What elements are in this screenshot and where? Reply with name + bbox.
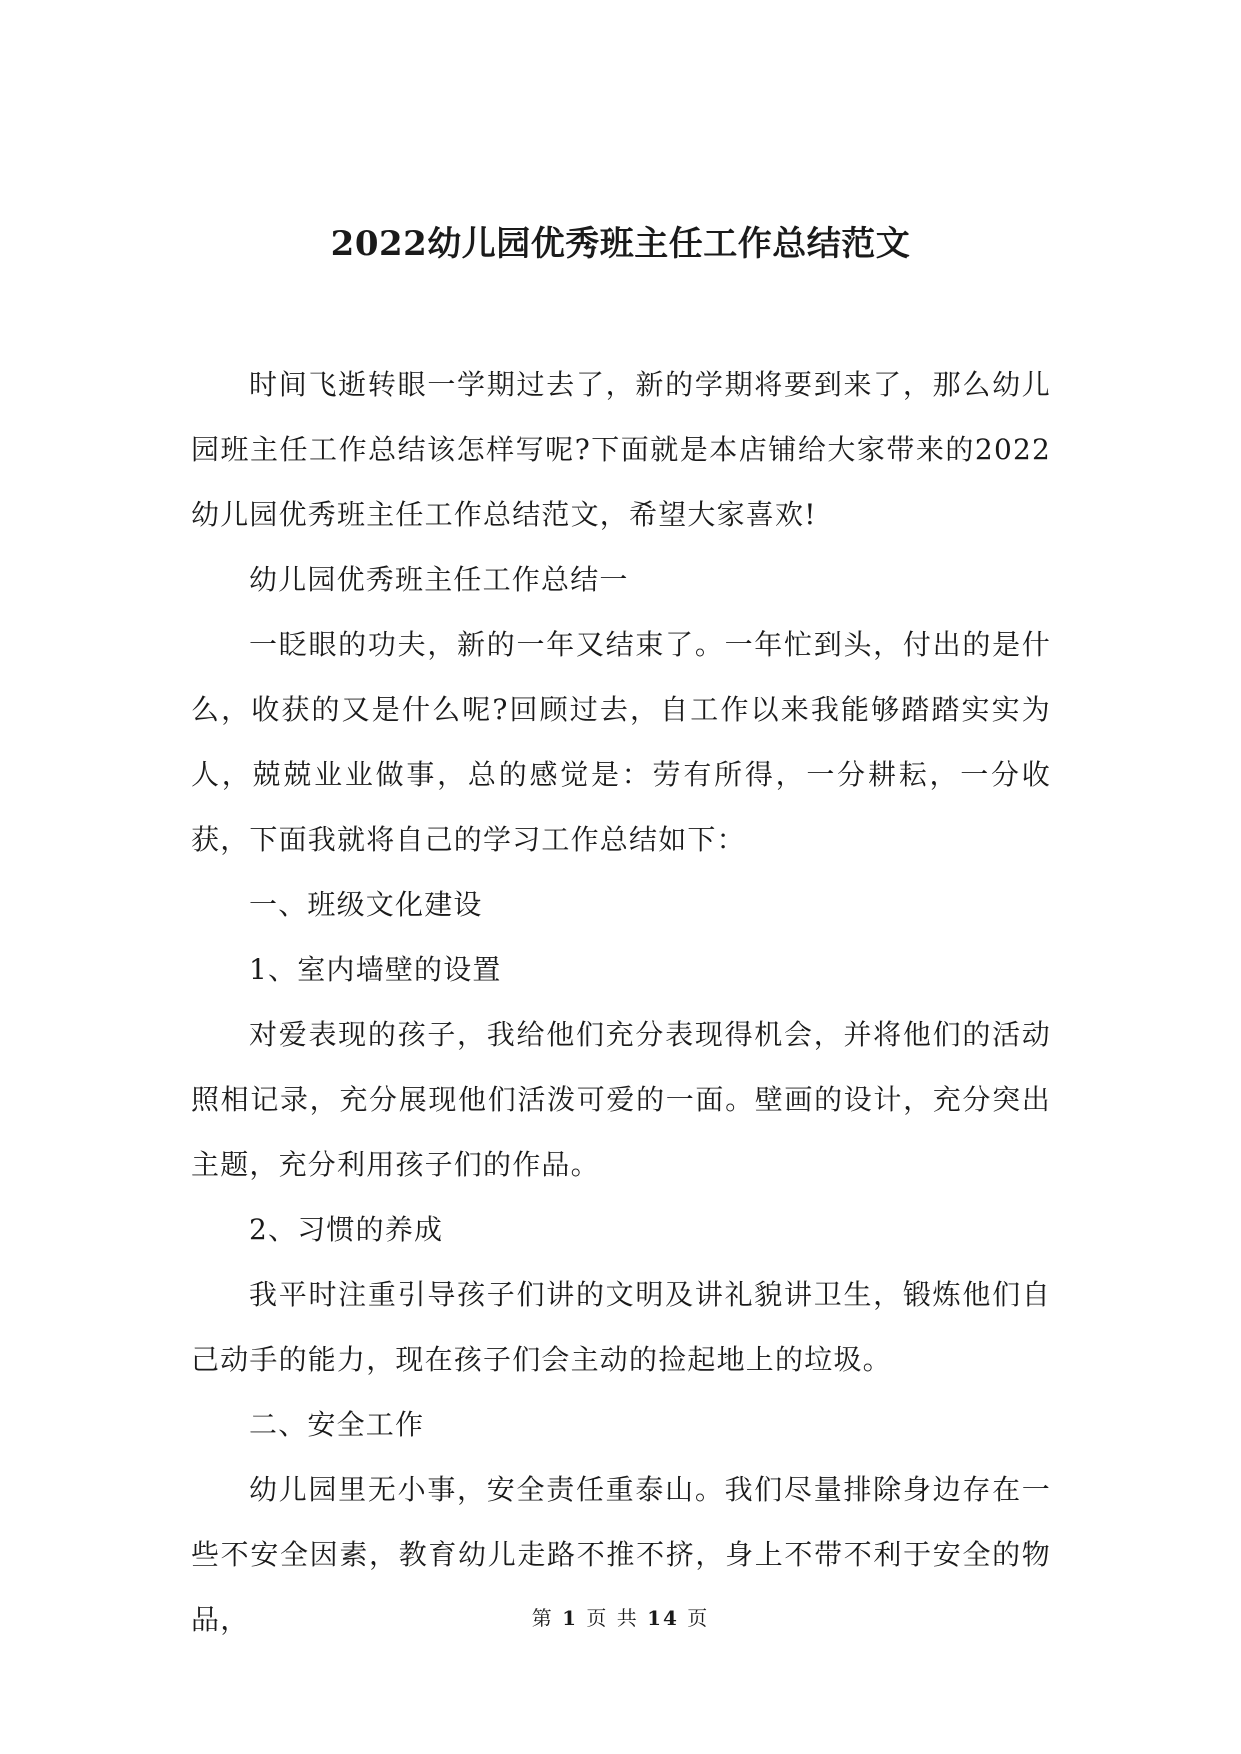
total-pages-number: 14 [647, 1606, 679, 1630]
subheading-wall-setup: 1、室内墙壁的设置 [249, 953, 502, 986]
section-heading-class-culture: 一、班级文化建设 [249, 888, 483, 921]
footer-prefix: 第 [531, 1606, 554, 1630]
page-footer [0, 1605, 1241, 1631]
current-page-number: 1 [562, 1606, 578, 1630]
section-heading-safety: 二、安全工作 [249, 1408, 425, 1441]
footer-suffix: 页 [687, 1606, 710, 1630]
document-title: 2022幼儿园优秀班主任工作总结范文 [330, 224, 911, 264]
footer-middle: 页 共 [586, 1606, 639, 1630]
document-body [191, 352, 1051, 1652]
paragraph-wall-setup: 对爱表现的孩子，我给他们充分表现得机会，并将他们的活动照相记录，充分展现他们活泼可爱的一面。壁画的设计，充分突出主题，充分利用孩子们的作品。 [191, 1018, 1051, 1181]
paragraph-intro: 时间飞逝转眼一学期过去了，新的学期将要到来了，那么幼儿园班主任工作总结该怎样写呢?下面就是本店铺给大家带来的2022幼儿园优秀班主任工作总结范文，希望大家喜欢! [191, 368, 1051, 531]
subheading-habits: 2、习惯的养成 [249, 1213, 444, 1246]
paragraph-review: 一眨眼的功夫，新的一年又结束了。一年忙到头，付出的是什么，收获的又是什么呢?回顾过去，自工作以来我能够踏踏实实为人，兢兢业业做事，总的感觉是：劳有所得，一分耕耘，一分收获，下面我就将自己的学习工作总结如下： [191, 628, 1051, 856]
paragraph-habits: 我平时注重引导孩子们讲的文明及讲礼貌讲卫生，锻炼他们自己动手的能力，现在孩子们会主动的捡起地上的垃圾。 [191, 1278, 1051, 1376]
section-heading-summary-one: 幼儿园优秀班主任工作总结一 [249, 563, 629, 596]
paragraph-safety: 幼儿园里无小事，安全责任重泰山。我们尽量排除身边存在一些不安全因素，教育幼儿走路不推不挤，身上不带不利于安全的物品， [191, 1473, 1051, 1636]
